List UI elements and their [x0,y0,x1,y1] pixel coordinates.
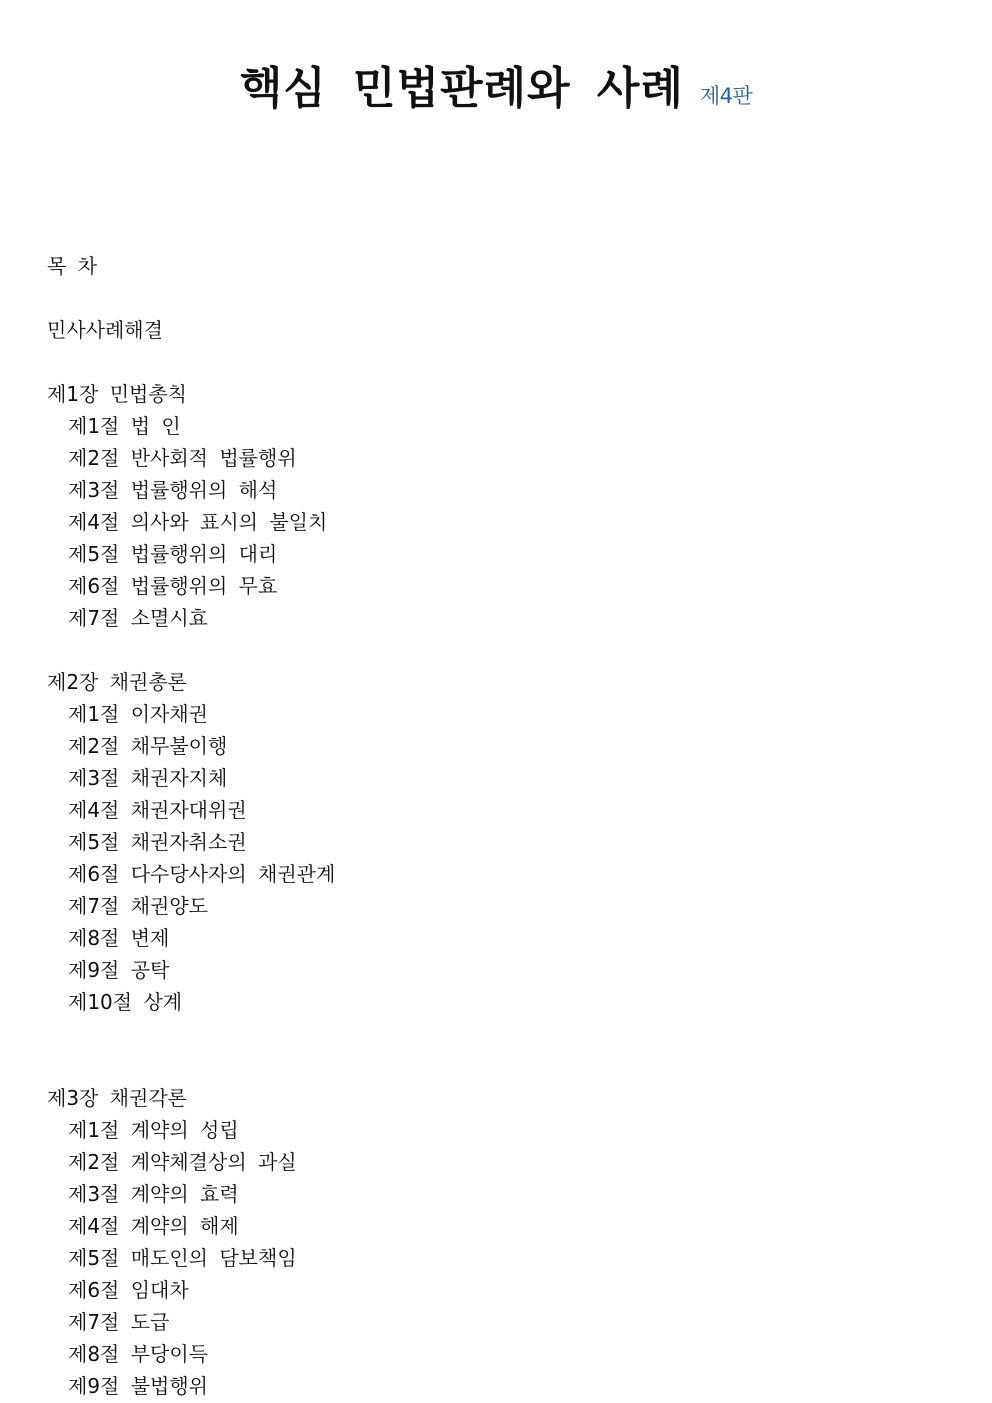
section-item: 제8절 부당이득 [68,1342,209,1366]
section-item: 제9절 불법행위 [68,1374,209,1398]
spacer [47,346,947,378]
section-item: 제4절 의사와 표시의 불일치 [68,510,328,534]
section-item: 제7절 도급 [68,1310,170,1334]
toc-heading: 목 차 [47,254,97,278]
section-item: 제2절 반사회적 법률행위 [68,446,297,470]
document-header [0,52,992,116]
spacer [47,634,947,666]
section-item: 제1절 법 인 [68,414,181,438]
toc-intro: 민사사례해결 [47,318,163,342]
chapter-title: 제1장 민법총칙 [47,382,188,406]
chapter-2 [47,666,947,1018]
section-item: 제9절 공탁 [68,958,170,982]
section-item: 제2절 채무불이행 [68,734,228,758]
section-item: 제4절 계약의 해제 [68,1214,239,1238]
table-of-contents [47,250,947,1402]
section-item: 제7절 소멸시효 [68,606,209,630]
section-item: 제5절 법률행위의 대리 [68,542,278,566]
section-item: 제10절 상계 [68,990,183,1014]
section-item: 제3절 채권자지체 [68,766,228,790]
section-item: 제3절 계약의 효력 [68,1182,239,1206]
chapter-1 [47,378,947,634]
document-title: 핵심 민법판례와 사례 [239,63,684,114]
section-item: 제1절 계약의 성립 [68,1118,239,1142]
chapter-title: 제3장 채권각론 [47,1086,188,1110]
section-item: 제8절 변제 [68,926,170,950]
chapter-title: 제2장 채권총론 [47,670,188,694]
section-item: 제5절 채권자취소권 [68,830,247,854]
section-item: 제3절 법률행위의 해석 [68,478,278,502]
section-item: 제6절 임대차 [68,1278,189,1302]
section-item: 제6절 법률행위의 무효 [68,574,278,598]
section-item: 제7절 채권양도 [68,894,209,918]
section-item: 제5절 매도인의 담보책임 [68,1246,297,1270]
section-item: 제1절 이자채권 [68,702,209,726]
section-item: 제4절 채권자대위권 [68,798,247,822]
edition-label: 제4판 [699,84,753,108]
chapter-3 [47,1082,947,1402]
section-item: 제2절 계약체결상의 과실 [68,1150,297,1174]
spacer [47,1018,947,1082]
section-item: 제6절 다수당사자의 채권관계 [68,862,336,886]
